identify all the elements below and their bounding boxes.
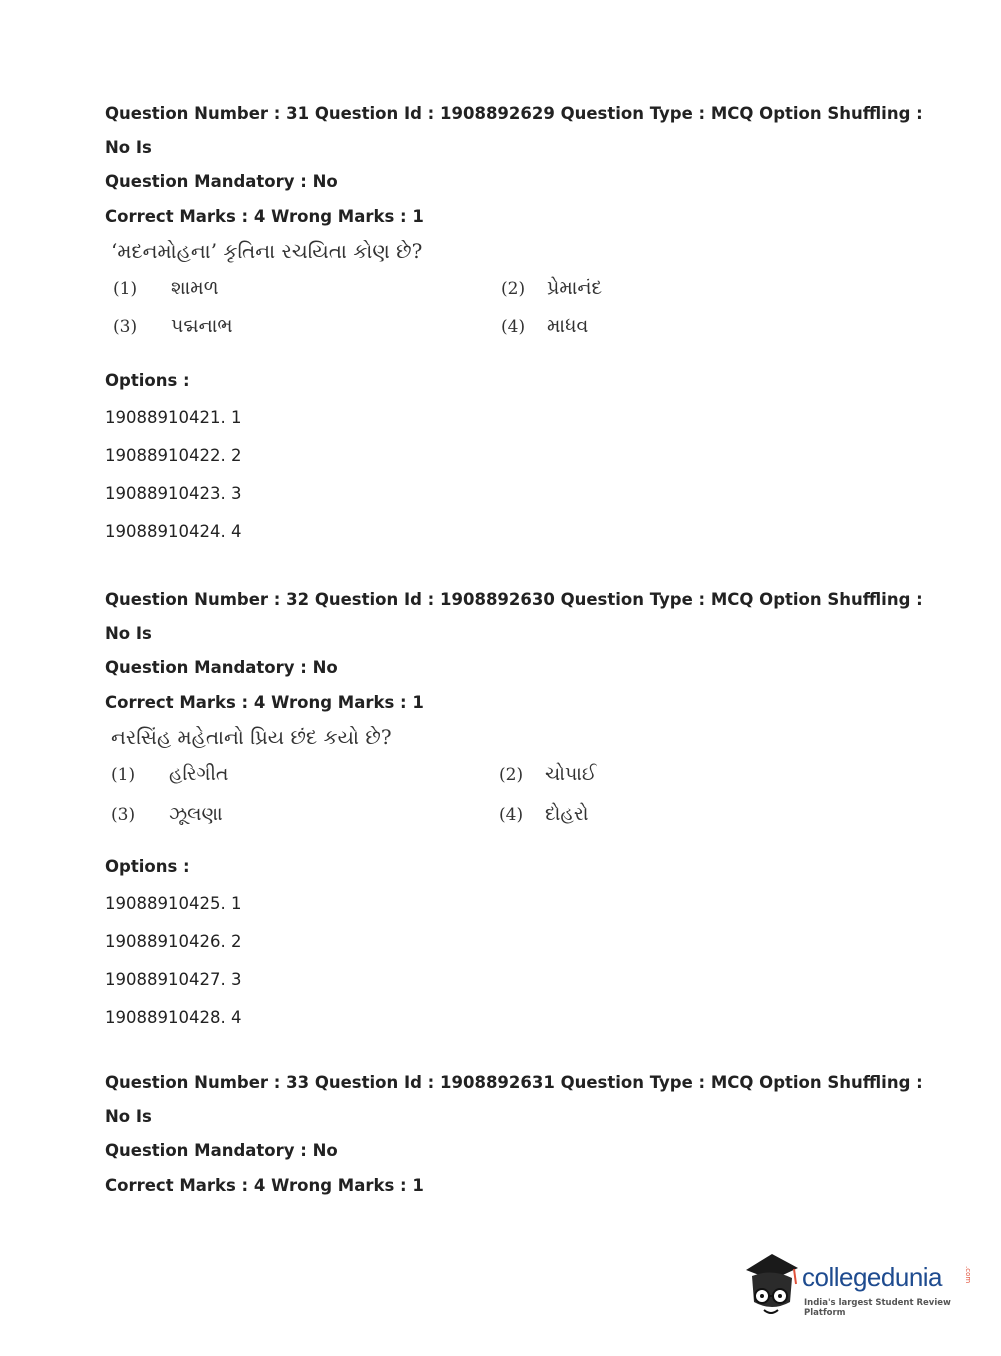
choice-4: (4) દોહરો xyxy=(499,803,589,825)
question-32 xyxy=(105,583,925,1028)
question-header-line1: Question Number : 32 Question Id : 1908892630 Question Type : MCQ Option Shuffling : No Is xyxy=(105,590,923,643)
question-marks: Correct Marks : 4 Wrong Marks : 1 xyxy=(105,207,424,226)
option-id: 19088910428. 4 xyxy=(105,1008,242,1027)
question-header-line1: Question Number : 33 Question Id : 1908892631 Question Type : MCQ Option Shuffling : No Is xyxy=(105,1073,923,1126)
logo-brand: collegedunia xyxy=(802,1262,943,1292)
option-id: 19088910424. 4 xyxy=(105,522,242,541)
options-label: Options : xyxy=(105,371,190,390)
question-stem: ‘મદનમોહના’ કૃતિના રચયિતા કોણ છે? xyxy=(111,239,423,263)
choice-1: (1) શામળ xyxy=(113,277,219,299)
question-header-line1: Question Number : 31 Question Id : 1908892629 Question Type : MCQ Option Shuffling : No Is xyxy=(105,104,923,157)
choice-3: (3) ઝૂલણા xyxy=(111,803,223,825)
question-marks: Correct Marks : 4 Wrong Marks : 1 xyxy=(105,1176,424,1195)
choice-4: (4) માધવ xyxy=(501,315,589,337)
question-marks: Correct Marks : 4 Wrong Marks : 1 xyxy=(105,693,424,712)
question-header-line2: Question Mandatory : No xyxy=(105,172,338,191)
collegedunia-logo xyxy=(742,1250,972,1320)
options-label: Options : xyxy=(105,857,190,876)
choice-grid xyxy=(105,763,925,847)
option-id: 19088910427. 3 xyxy=(105,970,242,989)
choice-2: (2) ચોપાઈ xyxy=(499,763,597,785)
choice-2: (2) પ્રેમાનંદ xyxy=(501,277,603,299)
question-header-line2: Question Mandatory : No xyxy=(105,658,338,677)
choice-3: (3) પદ્મનાભ xyxy=(113,315,233,337)
question-header-line2: Question Mandatory : No xyxy=(105,1141,338,1160)
mascot-icon xyxy=(742,1250,802,1320)
logo-dotcom: .com xyxy=(964,1266,972,1284)
option-id: 19088910423. 3 xyxy=(105,484,242,503)
choice-1: (1) હરિગીત xyxy=(111,763,229,785)
option-id: 19088910421. 1 xyxy=(105,408,242,427)
logo-tagline: India's largest Student Review Platform xyxy=(804,1298,951,1318)
option-id: 19088910425. 1 xyxy=(105,894,242,913)
choice-grid xyxy=(105,277,925,361)
question-31 xyxy=(105,97,925,542)
option-id: 19088910426. 2 xyxy=(105,932,242,951)
option-id: 19088910422. 2 xyxy=(105,446,242,465)
question-33 xyxy=(105,1066,925,1196)
question-stem: નરસિંહ મહેતાનો પ્રિય છંદ કયો છે? xyxy=(111,725,392,749)
